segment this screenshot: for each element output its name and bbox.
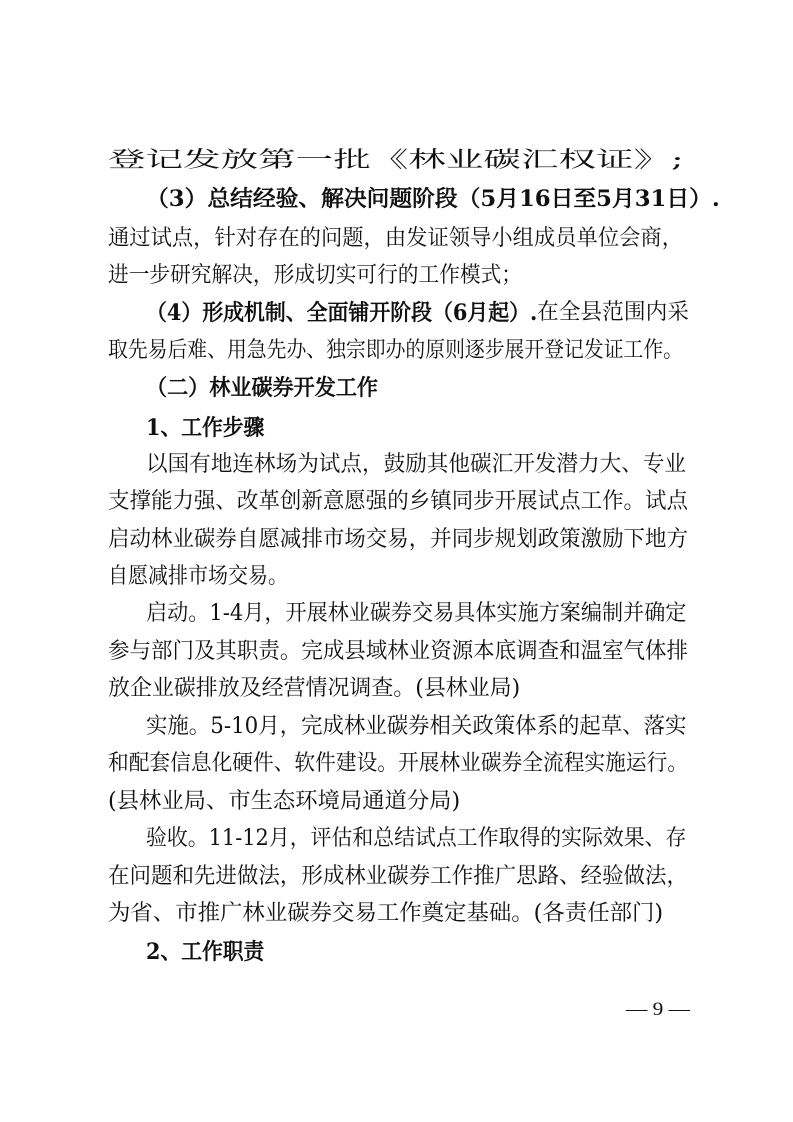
text-line-15: 参与部门及其职责。完成县域林业资源本底调查和温室气体排 (108, 639, 689, 664)
subsection-heading-work-steps: 1、工作步骤 (146, 415, 265, 441)
text-line-6: 取先易后难、用急先办、独宗即办的原则逐步展开登记发证工作。 (108, 338, 684, 363)
text-line-4: 进一步研究解决，形成切实可行的工作模式； (108, 263, 523, 288)
text-line-3: 通过试点，针对存在的问题，由发证领导小组成员单位会商， (108, 226, 684, 251)
text-line-20: 验收。11-12月，评估和总结试点工作取得的实际效果、存 (146, 826, 687, 851)
text-line-5b: 在全县范围内采 (537, 300, 690, 325)
text-line-1: 登记发放第一批《林业碳汇权证》; (108, 148, 684, 173)
section-heading-stage-4: （4）形成机制、全面铺开阶段（6月起）. (146, 300, 538, 326)
text-line-19: (县林业局、市生态环境局通道分局) (108, 789, 461, 814)
text-line-22: 为省、市推广林业碳券交易工作奠定基础。(各责任部门) (108, 901, 664, 926)
subsection-heading-carbon-coupon: （二）林业碳券开发工作 (146, 375, 379, 401)
text-line-10: 以国有地连林场为试点，鼓励其他碳汇开发潜力大、专业 (146, 452, 687, 477)
subsection-heading-duties: 2、工作职责 (146, 939, 265, 965)
text-line-11: 支撑能力强、改革创新意愿强的乡镇同步开展试点工作。试点 (108, 489, 689, 514)
text-line-17: 实施。5-10月，完成林业碳券相关政策体系的起草、落实 (146, 714, 687, 739)
text-line-21: 在问题和先进做法，形成林业碳券工作推广思路、经验做法， (108, 864, 689, 889)
text-line-18: 和配套信息化硬件、软件建设。开展林业碳券全流程实施运行。 (108, 751, 689, 776)
text-line-13: 自愿减排市场交易。 (108, 564, 289, 589)
text-line-16: 放企业碳排放及经营情况调查。(县林业局) (108, 676, 521, 701)
text-line-12: 启动林业碳券自愿减排市场交易，并同步规划政策激励下地方 (108, 527, 689, 552)
text-line-14: 启动。1-4月，开展林业碳券交易具体实施方案编制并确定 (146, 601, 687, 626)
page-number: — 9 — (626, 999, 690, 1020)
section-heading-stage-3: （3）总结经验、解决问题阶段（5月16日至5月31日）. (146, 186, 720, 212)
